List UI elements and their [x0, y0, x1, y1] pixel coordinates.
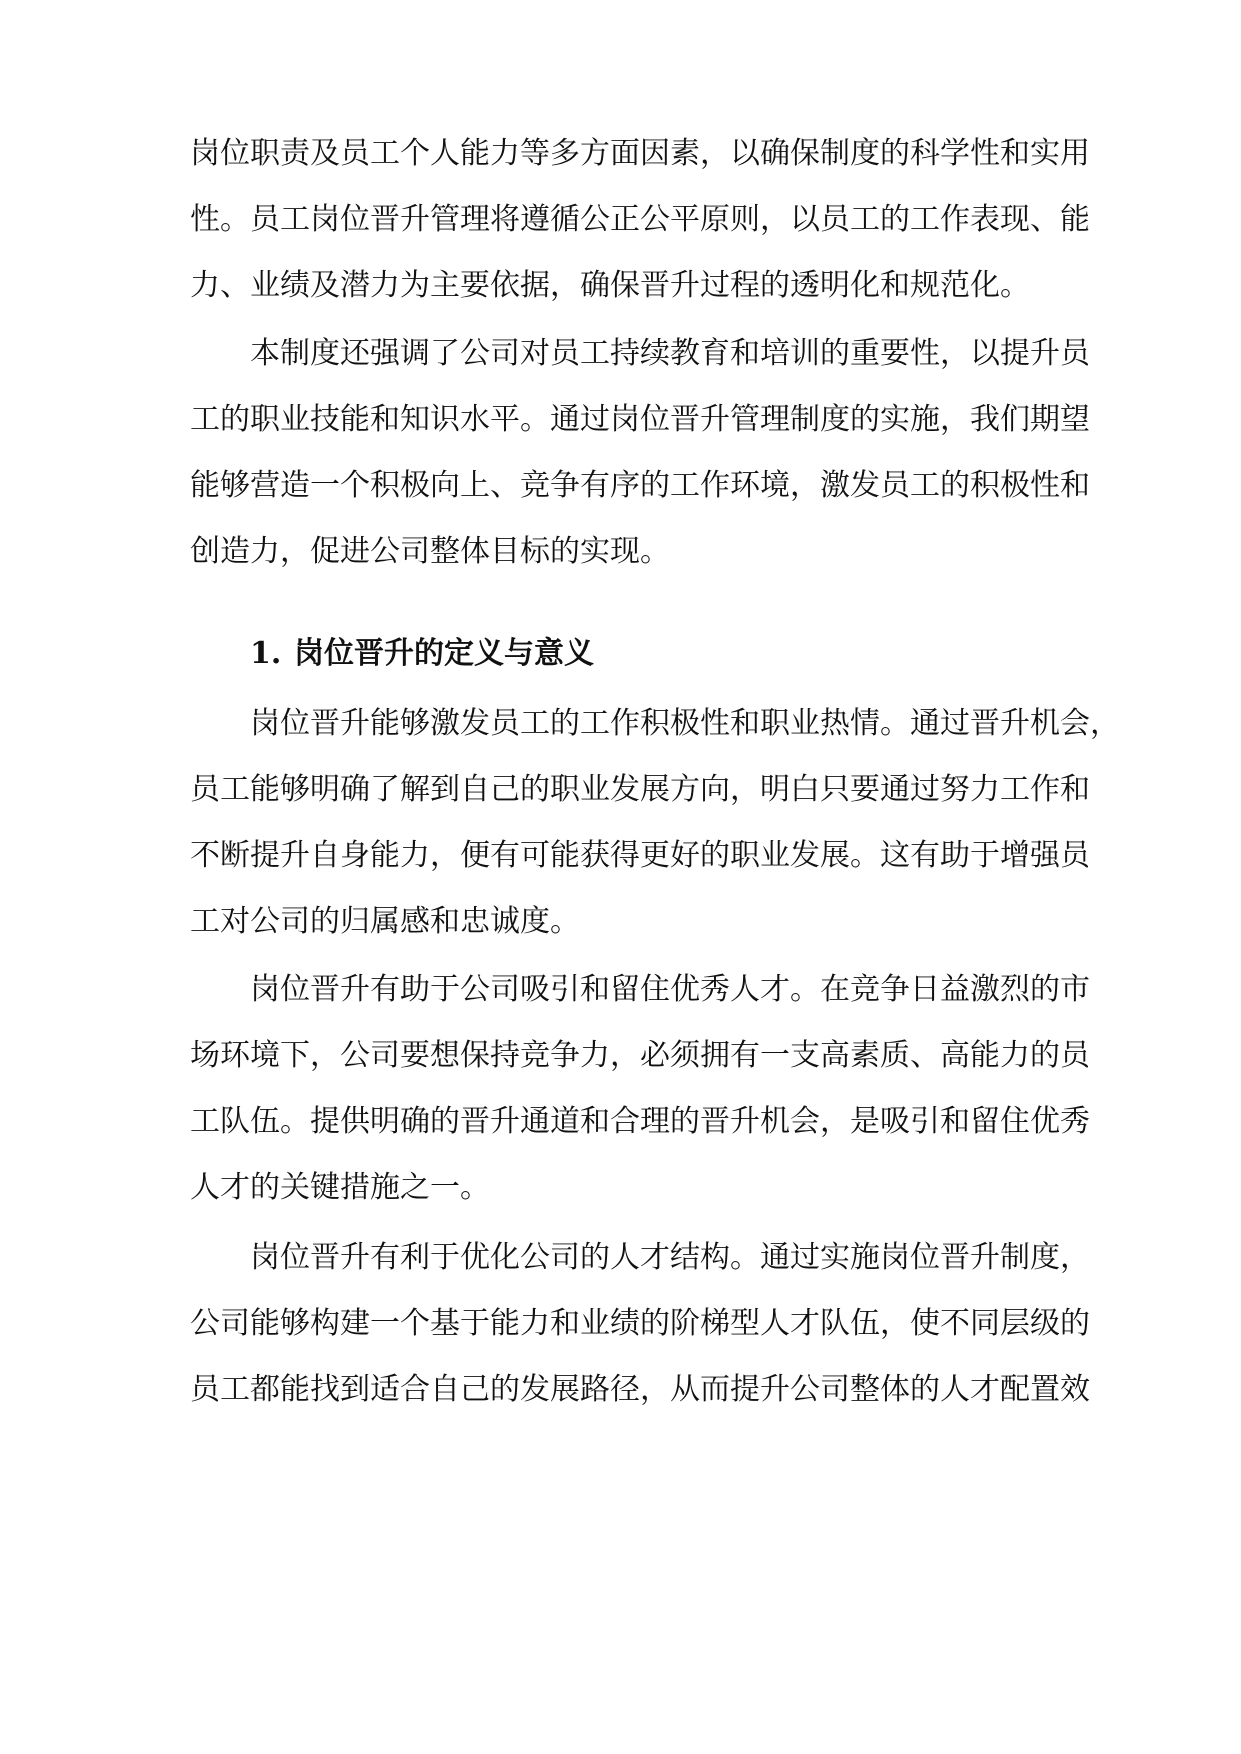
section-number: 1.	[250, 636, 282, 671]
paragraph-line: 岗位晋升有利于优化公司的人才结构。通过实施岗位晋升制度，	[250, 1240, 1090, 1275]
paragraph-line: 员工能够明确了解到自己的职业发展方向，明白只要通过努力工作和	[190, 772, 1090, 807]
paragraph-line: 工对公司的归属感和忠诚度。	[190, 904, 580, 939]
paragraph-line: 不断提升自身能力，便有可能获得更好的职业发展。这有助于增强员	[190, 838, 1090, 873]
paragraph-line: 公司能够构建一个基于能力和业绩的阶梯型人才队伍，使不同层级的	[190, 1306, 1090, 1341]
paragraph-line: 本制度还强调了公司对员工持续教育和培训的重要性，以提升员	[250, 336, 1090, 371]
paragraph-line: 员工都能找到适合自己的发展路径，从而提升公司整体的人才配置效	[190, 1372, 1090, 1407]
paragraph-line: 工的职业技能和知识水平。通过岗位晋升管理制度的实施，我们期望	[190, 402, 1090, 437]
paragraph-line: 能够营造一个积极向上、竞争有序的工作环境，激发员工的积极性和	[190, 468, 1090, 503]
paragraph-line: 岗位晋升有助于公司吸引和留住优秀人才。在竞争日益激烈的市	[250, 972, 1090, 1007]
paragraph-line: 岗位职责及员工个人能力等多方面因素，以确保制度的科学性和实用	[190, 136, 1090, 171]
paragraph-line: 岗位晋升能够激发员工的工作积极性和职业热情。通过晋升机会，	[250, 706, 1120, 741]
paragraph-line: 工队伍。提供明确的晋升通道和合理的晋升机会，是吸引和留住优秀	[190, 1104, 1090, 1139]
paragraph-line: 创造力，促进公司整体目标的实现。	[190, 534, 670, 569]
paragraph-line: 力、业绩及潜力为主要依据，确保晋升过程的透明化和规范化。	[190, 268, 1030, 303]
section-heading	[250, 624, 1065, 684]
paragraph-line: 人才的关键措施之一。	[190, 1170, 490, 1205]
paragraph-line: 性。员工岗位晋升管理将遵循公正公平原则，以员工的工作表现、能	[190, 202, 1090, 237]
section-title: 岗位晋升的定义与意义	[294, 636, 594, 671]
paragraph-line: 场环境下，公司要想保持竞争力，必须拥有一支高素质、高能力的员	[190, 1038, 1090, 1073]
